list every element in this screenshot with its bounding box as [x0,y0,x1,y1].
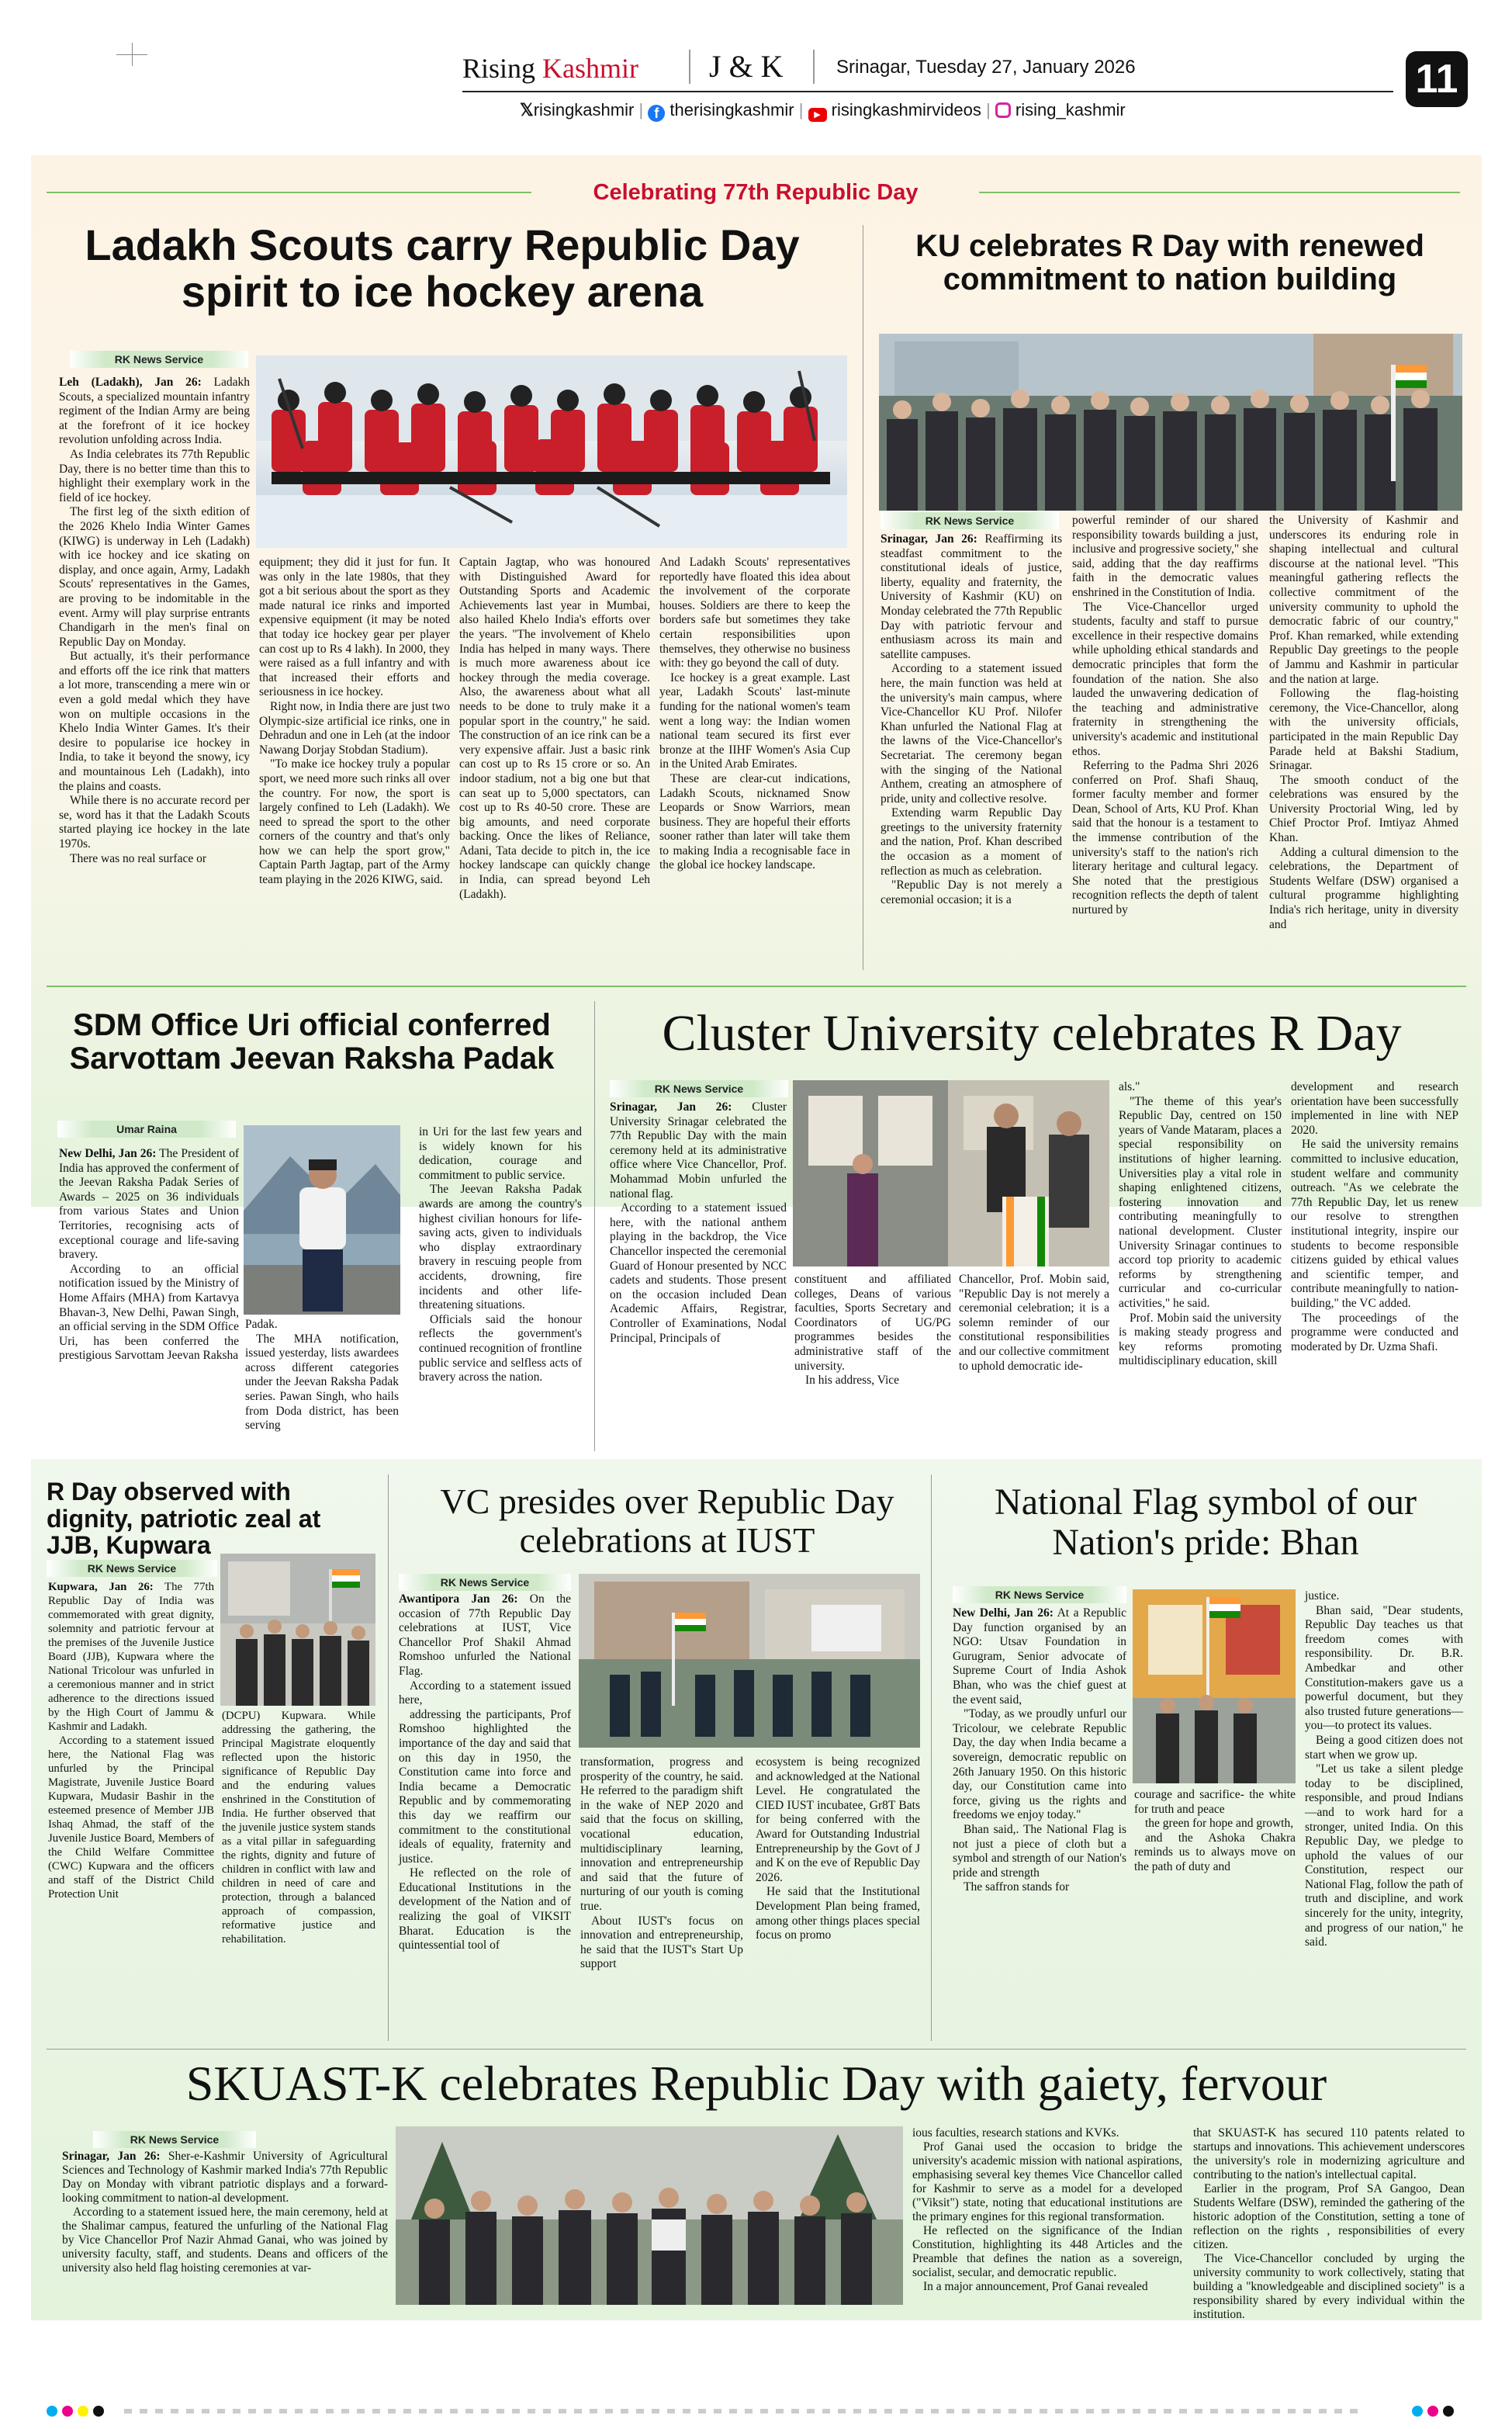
paragraph: Bhan said, "Dear students, Republic Day teaches us that freedom comes with responsibility. Dr. B.R. Ambedkar and other Constitution-makers gave us a powerful document, but they also trusted future generations—you—to protect its values. [1305,1603,1463,1733]
paragraph: These are clear-cut indications, Ladakh Scouts, nicknamed Snow Leopards or Snow Warriors, mean business. They are hopeful their efforts sooner rather than later will take them to making India a recognisable face in the global ice hockey landscape. [659,771,850,872]
section-rule [47,2049,1466,2050]
bhan-event-photo [1133,1589,1296,1783]
paragraph: als." [1119,1080,1140,1093]
social-handle[interactable]: therisingkashmir [670,100,794,120]
paragraph: The saffron stands for [964,1880,1070,1894]
paragraph: Captain Jagtap, who was honoured with Distinguished Award for Outstanding Sports and Academic Achievements last year in Mumbai, also hailed Khelo India's efforts over the years. "The involvement of Khelo India has helped in many ways. There is much more awareness about ice hockey through the media coverage. Also, the awareness about what all needs to be done to truly make it a popular sport in the country," he said. The construction of an ice rink can be a very expensive affair. Just a basic rink can cost up to Rs 15 crore or so. An indoor stadium, not a big one but that can seat up to 5,000 spectators, can cost up to Rs 40-50 crore. These are big amounts, and need corporate backing. Once the likes of Reliance, Adani, Tata decide to pitch in, the ice hockey landscape can quickly change in India, can spread beyond Leh (Ladakh). [459,556,650,901]
paragraph: The Jeevan Raksha Padak awards are among the country's highest civilian honours for life-saving acts, given to individuals who display extraordinary bravery in rescuing people from accidents, drowning, fire incidents and other life-threatening situations. [419,1183,582,1312]
paragraph: Bhan said,. The National Flag is not just a piece of cloth but a symbol and strength of our Nation's pride and strength [953,1822,1126,1880]
registration-swatch [78,2406,88,2417]
print-registration-bar [47,2406,1466,2417]
article-cluster-col3 [959,1273,1109,1443]
paragraph: The proceedings of the programme were conducted and moderated by Dr. Uzma Shafi. [1291,1311,1458,1353]
social-bar: 𝕏risingkashmir | f therisingkashmir | ▶ risingkashmirvideos | rising_kashmir [520,100,1126,121]
paragraph: But actually, it's their performance and efforts off the ice rink that matters a lot more, transcending a mere win or even a gold medal which they have won on multiple occasions in the Khelo India Winter Games. It's their desire to popularise ice hockey in India, to take it beyond the snowy, icy and mountainous Leh (Ladakh), into the plains and coasts. [59,650,250,793]
paragraph: He reflected on the role of Educational Institutions in the development of the Nation and of realizing the goal of VIKSIT Bharat. Education is the quintessential tool of [399,1866,571,1953]
byline: RK News Service [47,1560,217,1577]
paragraph: Adding a cultural dimension to the celebrations, the Department of Students Welfare (DSW) organised a cultural programme highlighting India's rich heritage, unity in diversity and [1269,845,1458,931]
paragraph: The MHA notification, issued yesterday, lists awardees across different categories under the Jeevan Raksha Padak series. Pawan Singh, who hails from Doda district, has been serving [245,1332,399,1433]
paragraph: constituent and affiliated colleges, Deans of various faculties, Sports Secretary and Coordinators of UG/PG programmes besides the administrative staff of the university. [794,1273,951,1373]
registration-swatch [62,2406,73,2417]
headline-sdm-uri: SDM Office Uri official conferred Sarvottam Jeevan Raksha Padak [69,1008,555,1076]
paragraph: Padak. [245,1318,278,1331]
crop-mark [132,43,133,66]
article-cluster-col2 [794,1273,951,1443]
section-divider [689,50,690,84]
article-sdm-col1 [59,1147,239,1442]
article-cluster-col1 [610,1100,787,1443]
dateline-lead: Awantipora Jan 26: [399,1592,518,1606]
paragraph: development and research orientation have been successfully implemented in line with NEP 2020. [1291,1080,1458,1137]
byline: RK News Service [953,1586,1126,1603]
registration-swatch [1412,2406,1423,2417]
headline-skuast: SKUAST-K celebrates Republic Day with gaiety, fervour [185,2056,1327,2111]
paragraph: The first leg of the sixth edition of the 2026 Khelo India Winter Games (KIWG) is underway in Leh (Ladakh) with ice hockey and ice skating on display, and once again, Army, Ladakh Scouts' representatives in the Games, are proving to be indomitable in the event. Army will play surprise entrants Chandigarh in the men's final on Republic Day on Monday. [59,505,250,649]
paragraph: And Ladakh Scouts' representatives reportedly have floated this idea about the involvement of the corporate houses. Soldiers are there to keep the borders safe but sometimes they take certain responsibilities upon themselves, they otherwise no business with: they go beyond the call of duty. [659,556,850,670]
paragraph: ious faculties, research stations and KVKs. [912,2126,1119,2140]
paragraph: About IUST's focus on innovation and entrepreneurship, he said that the IUST's Start Up support [580,1914,743,1971]
headline-cluster-university: Cluster University celebrates R Day [662,1005,1402,1062]
jjb-flag-photo [220,1554,375,1706]
headline-national-flag-bhan: National Flag symbol of our Nation's pride: Bhan [995,1481,1417,1563]
brand-logo [462,53,638,84]
paragraph: The Vice-Chancellor concluded by urging the university community to work collectively, stating that building a "knowledgeable and disciplined society" is a responsibility shared by every individual within the institution. [1193,2252,1465,2321]
paragraph: According to a statement issued here, the main function was held at the university's main campus, where Vice-Chancellor KU Prof. Nilofer Khan unfurled the National Flag at the lawns of the Vice-Chancellor's Secretariat. The ceremony began with the singing of the National Anthem, creating an atmosphere of pride, unity and collective resolve. [881,662,1062,806]
paragraph: Being a good citizen does not start when we grow up. [1305,1733,1463,1762]
article-ladakh-col2 [259,556,450,967]
article-sdm-col3 [419,1125,582,1442]
ku-flag-hoisting-photo [879,334,1462,511]
paragraph: Earlier in the program, Prof SA Gangoo, Dean Students Welfare (DSW), reminded the gathering of the historic adoption of the Constitution, setting a tone of reflection on the rights , responsibilities of every citizen. [1193,2182,1465,2251]
column-rule [594,1001,595,1451]
article-ku-col1 [881,532,1062,967]
ice-hockey-team-illustration [256,355,847,548]
byline: RK News Service [881,512,1059,529]
paragraph: According to a statement issued here, [399,1679,571,1707]
brand-kashmir: Kashmir [542,53,639,84]
column-rule [388,1474,389,2041]
paragraph: "To make ice hockey truly a popular sport, we need more such rinks all over the country. For now, the sport is largely confined to Leh (Ladakh). We need to spread the sport to the other corners of the country and that's only how we can help the sport grow," Captain Parth Jagtap, part of the Army team playing in the 2026 KIWG, said. [259,757,450,887]
byline: RK News Service [70,351,248,368]
article-cluster-col4 [1119,1080,1282,1443]
iust-parade-photo [579,1574,920,1748]
paragraph: There was no real surface or [70,851,207,865]
paragraph: According to a statement issued here, with the national anthem playing in the backdrop, the Vice Chancellor inspected the ceremonial Guard of Honour presented by NCC cadets and students. Those present on the occasion included Dean Academic Affairs, Registrar, Controller of Examinations, Nodal Principal, Principals of [610,1201,787,1345]
article-jjb-col2 [222,1709,375,2039]
paragraph: "Today, as we proudly unfurl our Tricolour, we celebrate Republic Day, the day when India became a sovereign, democratic republic on 26th January 1950. On this historic day, our Constitution came into force, giving us the rights and freedoms we enjoy today." [953,1707,1126,1822]
lead-paragraph: Kupwara, Jan 26: The 77th Republic Day of India was commemorated with great dignity, solemnity and patriotic fervour at the premises of the Juvenile Justice Board (JJB), Kupwara where the National Tricolour was unfurled in a ceremonious manner and in strict adherence to the directions issued by the High Court of Jammu & Kashmir and Ladakh. [48,1581,214,1733]
skuast-ceremony-photo [396,2126,903,2305]
masthead [0,0,1512,163]
section-rule [47,986,1466,987]
lead-paragraph: New Delhi, Jan 26: The President of India has approved the conferment of the Jeevan Raksha Padak Series of Awards – 2025 on 36 individuals from various States and Union Territories, recognising acts of exceptional courage and life-saving bravery. [59,1147,239,1262]
paragraph: Chancellor, Prof. Mobin said, "Republic Day is not merely a ceremonial celebration; it is a solemn reminder of our constitutional responsibilities and our collective commitment to uphold democratic ide- [959,1273,1109,1373]
pawan-singh-photo [244,1125,400,1315]
paragraph: "Let us take a silent pledge today to be disciplined, responsible, and proud Indians—and to work hard for a stronger, united India. On this Republic Day, we pledge to uphold the values of our Constitution, respect our National Flag, follow the path of truth and discipline, and work sincerely for the unity, integrity, and progress of our nation," he said. [1305,1762,1463,1949]
article-bhan-col3 [1305,1589,1463,2039]
paragraph: ecosystem is being recognized and acknowledged at the National Level. He congratulated the CIED IUST incubatee, Gr8T Bats for being conferred with the Award for Outstanding Industrial Entrepreneurship by the Govt of J and K on the eve of Republic Day 2026. [756,1755,920,1884]
article-skuast-col2 [912,2126,1182,2313]
paragraph: Referring to the Padma Shri 2026 conferred on Prof. Shafi Shauq, former faculty member and former Dean, School of Arts, KU Prof. Khan said that the honour is a testament to the immense contribution of the university's staff to the nation's rich literary heritage and cultural legacy. She noted that the prestigious recognition reflects the depth of talent nurtured by [1072,759,1258,917]
paragraph: The Vice-Chancellor urged students, faculty and staff to pursue excellence in their respective domains while upholding ethical standards and democratic principles that form the foundation of the nation. She also lauded the unwavering dedication of the teaching and administrative fraternity in strengthening the university's academic and institutional ethos. [1072,600,1258,758]
registration-swatch [93,2406,104,2417]
paragraph: the green for hope and growth, [1145,1817,1294,1831]
paragraph: the University of Kashmir and underscores its enduring role in shaping intellectual and cultural discourse at the national level. "This meaningful gathering reflects the collective commitment of the university community to uphold the democratic fabric of our country," Prof. Khan remarked, while extending Republic Day greetings to the people of Jammu and Kashmir in particular and the nation at large. [1269,514,1458,686]
article-ku-col2 [1072,514,1258,967]
registration-swatch [1427,2406,1438,2417]
article-ladakh-col4 [659,556,850,967]
dateline: Srinagar, Tuesday 27, January 2026 [836,57,1136,78]
dateline-lead: Leh (Ladakh), Jan 26: [59,376,202,389]
paragraph: The smooth conduct of the celebrations was ensured by the University Proctorial Wing, led by Chief Proctor Prof. Imtiyaz Ahmed Khan. [1269,773,1458,845]
x-icon: 𝕏 [520,100,534,120]
iust-illustration [579,1574,920,1748]
paragraph: Ice hockey is a great example. Last year, Ladakh Scouts' last-minute funding for the national women's team went a long way: the Indian women national team secured its first ever bronze at the IIHF Women's Asia Cup in the United Arab Emirates. [659,670,850,771]
ku-gathering-illustration [879,334,1462,511]
ice-hockey-team-photo [256,355,847,548]
header-rule [462,91,1393,92]
registration-swatch [47,2406,57,2417]
lead-paragraph: Srinagar, Jan 26: Reaffirming its steadfast commitment to the constitutional ideals of justice, liberty, equality and fraternity, the University of Kashmir (KU) on Monday celebrated the 77th Republic Day with patriotic fervour and enthusiasm across its main and satellite campuses. [881,532,1062,661]
headline-jjb-kupwara: R Day observed with dignity, patriotic zeal at JJB, Kupwara [47,1478,321,1560]
byline: RK News Service [399,1574,571,1591]
dateline-lead: Kupwara, Jan 26: [48,1581,154,1593]
lead-paragraph: Awantipora Jan 26: On the occasion of 77th Republic Day celebrations at IUST, Vice Chancellor Prof Shakil Ahmad Romshoo unfurled the National Flag. [399,1592,571,1678]
dateline-lead: New Delhi, Jan 26: [59,1147,157,1160]
paragraph: justice. [1305,1589,1340,1603]
article-bhan-col2 [1134,1788,1296,2039]
paragraph: He reflected on the significance of the Indian Constitution, highlighting its 448 Articles and the Preamble that defines the nation as a sovereign, socialist, secular, and democratic republic. [912,2224,1182,2279]
byline: RK News Service [93,2131,256,2148]
registration-swatch [1443,2406,1454,2417]
banner-line-right [979,192,1460,193]
article-iust-col1 [399,1592,571,2039]
bhan-illustration [1133,1589,1296,1783]
byline: Umar Raina [57,1121,236,1138]
paragraph: transformation, progress and prosperity of the country, he said. He referred to the paradigm shift in the wake of NEP 2020 and said that the focus on skilling, vocational education, multidisciplinary learning, innovation and entrepreneurship and said that the future of nurturing of our youth is coming true. [580,1755,743,1913]
paragraph: Prof Ganai used the occasion to bridge the university's academic mission with national aspirations, emphasising several key themes Vice Chancellor called for Kashmir to serve as a model for a developed ("Viksit") state, noting that educational institutions are the primary engines for this regional transformation. [912,2140,1182,2223]
dateline-lead: New Delhi, Jan 26: [953,1606,1054,1620]
paragraph: According to a statement issued here, the National Flag was unfurled by the Principal Magistrate, Juvenile Justice Board Kupwara, Mudasir Bashir in the esteemed presence of Member JJB Ishaq Ahmad, the staff of the Juvenile Justice Board, Members of the Child Welfare Committee (CWC) Kupwara and the officers and staff of the District Child Protection Unit [48,1734,214,1901]
paragraph: Following the flag-hoisting ceremony, the Vice-Chancellor, along with the university officials, participated in the main Republic Day Parade held at Bakshi Stadium, Srinagar. [1269,687,1458,773]
paragraph: While there is no accurate record per se, word has it that the Ladakh Scouts started playing ice hockey in the late 1970s. [59,794,250,851]
article-ladakh-col1 [59,376,250,965]
portrait-illustration [244,1125,400,1315]
section-divider [813,50,815,84]
skuast-illustration [396,2126,903,2305]
column-rule [931,1474,932,2041]
facebook-icon: f [648,105,665,122]
jjb-illustration [220,1554,375,1706]
article-sdm-col2 [245,1318,399,1442]
social-handle[interactable]: rising_kashmir [1015,100,1126,120]
article-cluster-col5 [1291,1080,1458,1443]
paragraph: According to a statement issued here, the main ceremony, held at the Shalimar campus, featured the unfurling of the National Flag by Vice Chancellor Prof Nazir Ahmad Ganai, who was joined by university faculty, staff, and students. Deans and officers of the university also held flag hoisting ceremonies at var- [62,2206,388,2275]
banner-line-left [47,192,531,193]
paragraph: equipment; they did it just for fun. It was only in the late 1980s, that they got a bit serious about the sport as they made natural ice rinks and imported expensive equipment (it may be noted that today ice hockey gear per player can cost up to Rs 4 lakh). In 2000, they were raised as a full infantry and with that increased their efforts and seriousness in ice hockey. [259,556,450,699]
headline-iust: VC presides over Republic Day celebrations at IUST [440,1481,894,1560]
article-ku-col3 [1269,514,1458,967]
paragraph: in Uri for the last few years and is widely known for his dedication, courage and commitment to public service. [419,1125,582,1182]
lead-paragraph: Srinagar, Jan 26: Sher-e-Kashmir University of Agricultural Sciences and Technology of Kashmir marked India's 77th Republic Day on Monday with vibrant patriotic displays and a forward-looking commitment to nation-al development. [62,2150,388,2205]
paragraph: "Republic Day is not merely a ceremonial occasion; it is a [881,878,1062,906]
paragraph: "The theme of this year's Republic Day, centred on 150 years of Vande Mataram, places a special responsibility on institutions of higher learning. Universities play a vital role in shaping enlightened citizens, fostering innovation and contributing meaningfully to national development. Cluster University Srinagar continues to accord top priority to academic reforms by strengthening curricular and co-curricular activities," he said. [1119,1094,1282,1310]
dateline-lead: Srinagar, Jan 26: [62,2150,161,2163]
registration-strip [124,2409,1365,2413]
lead-paragraph: New Delhi, Jan 26: At a Republic Day function organised by an NGO: Utsav Foundation in Gurugram, Senior advocate of Supreme Court of India Ashok Bhan, who was the chief guest at the event said, [953,1606,1126,1707]
republic-day-banner: Celebrating 77th Republic Day [535,177,976,208]
dateline-lead: Srinagar, Jan 26: [881,532,977,546]
paragraph: Extending warm Republic Day greetings to the university fraternity and the nation, Prof. Khan described the occasion as a moment of reflection as much as celebration. [881,806,1062,878]
paragraph: and the Ashoka Chakra reminds us to always move on the path of duty and [1134,1831,1296,1873]
lead-paragraph: Leh (Ladakh), Jan 26: Ladakh Scouts, a specialized mountain infantry regiment of the Indian Army are being at the forefront of it ice hockey revolution unfolding across India. [59,376,250,447]
podium-illustration [793,1080,1109,1266]
brand-rising: Rising [462,53,536,84]
paragraph: powerful reminder of our shared responsibility towards building a just, inclusive and progressive society," she said, adding that the day reaffirms faith in the democratic values enshrined in the Constitution of India. [1072,514,1258,599]
cluster-university-photo [793,1080,1109,1266]
paragraph: In his address, Vice [805,1374,900,1388]
paragraph: that SKUAST-K has secured 110 patents related to startups and innovations. This achievement underscores the university's role in modernizing agriculture and contributing to the nation's intellectual capital. [1193,2126,1465,2181]
paragraph: According to an official notification issued by the Ministry of Home Affairs (MHA) from Kartavya Bhavan-3, New Delhi, Pawan Singh, an official serving in the SDM Office Uri, has been conferred the prestigious Sarvottam Jeevan Raksha [59,1262,239,1363]
paragraph: He said the university remains committed to inclusive education, student welfare and community outreach. "As we celebrate the 77th Republic Day, let us renew our resolve to strengthen institutional integrity, inspire our students to become responsible citizens guided by ethical values and scientific temper, and contribute meaningfully to nation-building," the VC added. [1291,1138,1458,1310]
article-ladakh-col3 [459,556,650,967]
article-bhan-col1 [953,1606,1126,2041]
youtube-icon: ▶ [808,108,827,122]
article-skuast-col1 [62,2150,388,2313]
byline: RK News Service [610,1080,788,1097]
paragraph: In a major announcement, Prof Ganai revealed [923,2280,1148,2293]
paragraph: Officials said the honour reflects the government's continued recognition of frontline public service and selfless acts of bravery across the nation. [419,1312,582,1384]
paragraph: addressing the participants, Prof Romshoo highlighted the importance of the day and said that on this day in 1950, the Constitution came into force and India became a Democratic Republic and by commemorating this day we reaffirm our commitment to the constitutional ideals of equality, fraternity and justice. [399,1707,571,1866]
instagram-icon [995,102,1011,118]
section-label: J & K [709,49,784,84]
paragraph: Prof. Mobin said the university is making steady progress and key reforms promoting multidisciplinary education, skill [1119,1311,1282,1368]
paragraph: (DCPU) Kupwara. While addressing the gathering, the Principal Magistrate eloquently reflected upon the historic significance of Republic Day and the enduring values enshrined in the Constitution of India. He further observed that the juvenile justice system stands as a vital pillar in safeguarding the rights, dignity and future of children in conflict with law and children in need of care and protection, through a balanced approach of compassion, reformative justice and rehabilitation. [222,1710,375,1946]
article-skuast-col3 [1193,2126,1465,2321]
paragraph: courage and sacrifice- the white for truth and peace [1134,1788,1296,1816]
social-handle[interactable]: risingkashmir [533,100,635,120]
article-iust-col3 [756,1755,920,2039]
paragraph: Right now, in India there are just two Olympic-size artificial ice rinks, one in Dehradun and one in Leh (at the indoor Nawang Dorjay Stobdan Stadium). [259,699,450,757]
article-jjb-col1 [48,1580,214,2039]
paragraph: As India celebrates its 77th Republic Day, there is no better time than this to highlight their exemplary work in the field of ice hockey. [59,447,250,504]
lead-paragraph: Srinagar, Jan 26: Cluster University Srinagar celebrated the 77th Republic Day with the main ceremony held at its administrative office where Vice Chancellor, Prof. Mohammad Mobin unfurled the national flag. [610,1100,787,1201]
headline-ku-r-day: KU celebrates R Day with renewed commitment to nation building [915,229,1424,297]
social-handle[interactable]: risingkashmirvideos [831,100,981,120]
headline-ladakh-scouts: Ladakh Scouts carry Republic Day spirit to ice hockey arena [85,220,800,317]
dateline-lead: Srinagar, Jan 26: [610,1100,732,1114]
page-number: 11 [1406,51,1468,107]
paragraph: He said that the Institutional Development Plan being framed, among other things places special focus on promo [756,1885,920,1942]
article-iust-col2 [580,1755,743,2039]
